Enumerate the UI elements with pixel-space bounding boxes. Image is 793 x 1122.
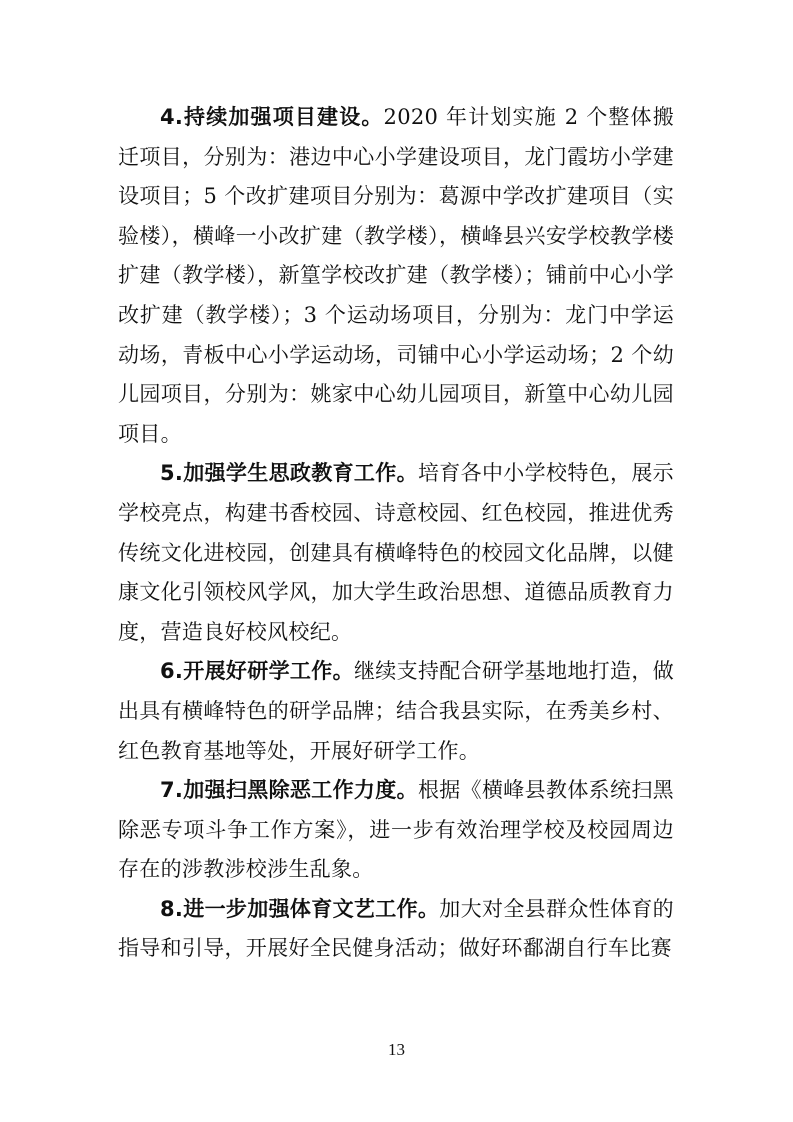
paragraph-item-5 — [118, 454, 674, 652]
paragraph-heading: 6.开展好研学工作。 — [160, 659, 354, 684]
paragraph-item-8 — [118, 890, 674, 969]
paragraph-item-4 — [118, 98, 674, 454]
paragraph-body: 培育各中小学校特色，展示学校亮点，构建书香校园、诗意校园、红色校园，推进优秀传统文化进校园，创建具有横峰特色的校园文化品牌，以健康文化引领校风学风，加大学生政治思想、道德品质教育力度，营造良好校风校纪。 — [118, 461, 674, 644]
paragraph-body: 加大对全县群众性体育的指导和引导，开展好全民健身活动；做好环鄱湖自行车比赛 — [118, 896, 674, 961]
paragraph-body: 根据《横峰县教体系统扫黑除恶专项斗争工作方案》，进一步有效治理学校及校园周边存在的涉教涉校涉生乱象。 — [118, 778, 674, 882]
body-text — [118, 98, 674, 969]
paragraph-heading: 7.加强扫黑除恶工作力度。 — [160, 778, 418, 803]
paragraph-heading: 8.进一步加强体育文艺工作。 — [160, 896, 440, 921]
paragraph-heading: 4.持续加强项目建设。 — [160, 105, 384, 129]
paragraph-heading: 5.加强学生思政教育工作。 — [160, 461, 418, 486]
page-number: 13 — [388, 1040, 405, 1059]
paragraph-item-7 — [118, 771, 674, 890]
paragraph-body: 2020 年计划实施 2 个整体搬迁项目，分别为：港边中心小学建设项目，龙门霞坊小学建设项目；5 个改扩建项目分别为：葛源中学改扩建项目（实验楼），横峰一小改扩建（教学楼），横峰县兴安学校教学楼扩建（教学楼），新篁学校改扩建（教学楼）；铺前中心小学改扩建（教学楼）；3 个运动场项目，分别为：龙门中学运动场，青板中心小学运动场，司铺中心小学运动场；2 个幼儿园项目，分别为：姚家中心幼儿园项目，新篁中心幼儿园项目。 — [118, 105, 674, 446]
paragraph-body: 继续支持配合研学基地地打造，做出具有横峰特色的研学品牌；结合我县实际，在秀美乡村、红色教育基地等处，开展好研学工作。 — [118, 659, 675, 763]
paragraph-item-6 — [118, 652, 674, 771]
